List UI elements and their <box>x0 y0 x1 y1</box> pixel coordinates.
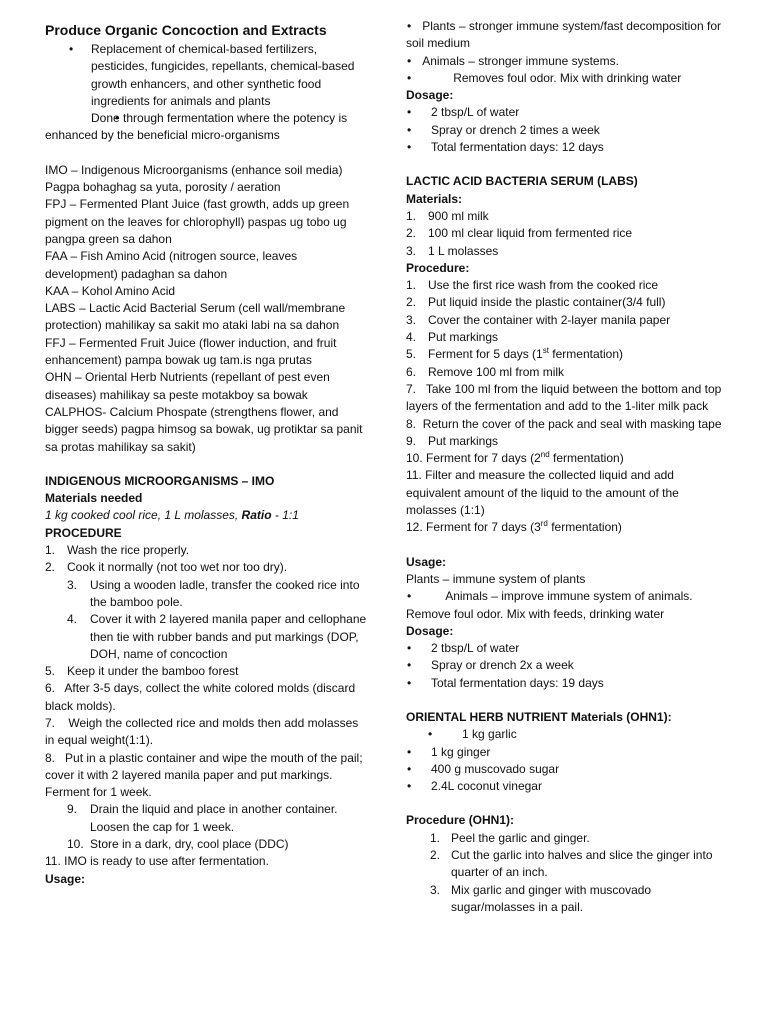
usage-bullet <box>406 18 726 53</box>
labs-procedure-heading: Procedure: <box>406 260 470 275</box>
step-number: 1. <box>45 543 56 558</box>
ohn-heading: ORIENTAL HERB NUTRIENT Materials (OHN1): <box>406 709 672 724</box>
usage2-plants: Plants – immune system of plants <box>406 571 586 586</box>
bullet-icon: • <box>407 19 412 33</box>
procedure-step <box>45 680 367 715</box>
step-number: 10. <box>67 837 84 852</box>
ordinal-suffix: rd <box>540 519 548 529</box>
procedure-step <box>45 611 367 663</box>
page-title: Produce Organic Concoction and Extracts <box>45 22 327 38</box>
step-text-end: fermentation) <box>548 347 623 362</box>
step-number: 1. <box>430 830 441 845</box>
glossary-item: FAA – Fish Amino Acid (nitrogen source, leaves development) padaghan sa dahon <box>45 249 298 281</box>
procedure-step <box>45 663 367 680</box>
labs-step <box>406 467 726 519</box>
usage2-animals-text: Animals – improve immune system of animals. Remove foul odor. Mix with feeds, drinking water <box>406 589 693 621</box>
labs-step <box>406 346 726 363</box>
item-text: 900 ml milk <box>428 208 489 223</box>
labs-step <box>406 416 726 433</box>
step-number: 9. <box>67 802 78 817</box>
step-text: Store in a dark, dry, cool place (DDC) <box>90 837 289 852</box>
step-number: 12. <box>406 520 423 535</box>
step-text: Weigh the collected rice and molds then add molasses in equal weight(1:1). <box>45 715 359 748</box>
left-column <box>45 20 367 888</box>
step-text: After 3-5 days, collect the white colored molds (discard black molds). <box>45 681 356 713</box>
step-number: 2. <box>45 560 56 575</box>
procedure-step <box>45 559 367 576</box>
materials-list: 1 kg cooked cool rice, 1 L molasses, <box>45 508 242 523</box>
usage-heading: Usage: <box>45 871 86 886</box>
step-text: Cover it with 2 layered manila paper and cellophane then tie with rubber bands and put markings (DOP, DOH, name of concoction <box>90 612 367 661</box>
right-column <box>406 18 726 916</box>
glossary-item: FFJ – Fermented Fruit Juice (flower induction, and fruit enhancement) pampa bowak ug tam.is nga prutas <box>45 335 337 368</box>
ordinal-suffix: nd <box>540 450 550 460</box>
step-number: 3. <box>430 882 441 897</box>
imo-heading: INDIGENOUS MICROORGANISMS – IMO <box>45 473 275 488</box>
step-text: Cook it normally (not too wet nor too dry). <box>67 560 288 575</box>
step-number: 6. <box>45 681 56 696</box>
labs-materials-heading: Materials: <box>406 191 463 206</box>
procedure-step <box>45 542 367 559</box>
step-number: 7. <box>406 381 417 396</box>
ohn-material: • 1 kg garlic <box>406 726 726 743</box>
step-text: Filter and measure the collected liquid and add equivalent amount of the liquid to the amount of the molasses (1:1) <box>406 468 679 518</box>
dosage2-item: • 2 tbsp/L of water <box>406 640 726 657</box>
usage-text: Animals – stronger immune systems. <box>422 53 619 68</box>
procedure-heading: PROCEDURE <box>45 525 122 540</box>
item-text: 100 ml clear liquid from fermented rice <box>428 226 633 241</box>
materials-text <box>45 507 367 524</box>
step-number: 5. <box>406 347 417 362</box>
procedure-step <box>45 715 367 750</box>
dosage-item: • 2 tbsp/L of water <box>406 104 726 121</box>
procedure-step <box>45 577 367 612</box>
step-number: 3. <box>406 312 417 327</box>
step-text: Wash the rice properly. <box>67 543 190 558</box>
step-text: Put markings <box>428 433 499 448</box>
step-number: 8. <box>406 416 417 431</box>
step-text: Mix garlic and ginger with muscovado sugar/molasses in a pail. <box>451 882 652 914</box>
step-text: Ferment for 7 days (2 <box>426 451 541 466</box>
step-number: 2. <box>406 295 417 310</box>
ohn-material: • 1 kg ginger <box>406 744 726 761</box>
step-number: 1. <box>406 278 417 293</box>
step-text: Cover the container with 2-layer manila paper <box>428 312 671 327</box>
ratio-value: - 1:1 <box>271 508 299 523</box>
labs-material <box>406 225 726 242</box>
usage-bullet <box>406 53 726 70</box>
labs-step <box>406 277 726 294</box>
glossary-item: IMO – Indigenous Microorganisms (enhance soil media) <box>45 162 343 177</box>
step-number: 7. <box>45 715 56 730</box>
bullet-icon: • <box>407 589 412 604</box>
ohn-material: • 2.4L coconut vinegar <box>406 778 726 795</box>
labs-material <box>406 208 726 225</box>
dosage-heading: Dosage: <box>406 88 454 103</box>
usage-text: Plants – stronger immune system/fast decomposition for soil medium <box>406 19 721 51</box>
procedure-step <box>45 836 367 853</box>
labs-step <box>406 364 726 381</box>
dosage2-item: • Spray or drench 2x a week <box>406 657 726 674</box>
glossary-item: FPJ – Fermented Plant Juice (fast growth, adds up green pigment on the leaves for chlorophyll) paspas ug tobo ug pangpa green sa dahon <box>45 197 350 246</box>
labs-step <box>406 450 726 467</box>
step-number: 10. <box>406 451 423 466</box>
labs-step <box>406 433 726 450</box>
step-text: Take 100 ml from the liquid between the bottom and top layers of the fermentation and add to the 1-liter milk pack <box>406 381 722 414</box>
step-number: 9. <box>406 433 417 448</box>
usage2-animals <box>406 588 726 623</box>
step-text: Cut the garlic into halves and slice the ginger into quarter of an inch. <box>451 848 713 880</box>
item-number: 3. <box>406 243 417 258</box>
labs-step <box>406 312 726 329</box>
step-number: 4. <box>406 330 417 345</box>
ordinal-suffix: st <box>542 346 549 356</box>
labs-step <box>406 519 726 536</box>
ohn-step <box>406 847 726 882</box>
step-text: Keep it under the bamboo forest <box>67 664 239 679</box>
step-text: Use the first rice wash from the cooked rice <box>428 278 659 293</box>
procedure-step <box>45 750 367 802</box>
labs-material <box>406 243 726 260</box>
glossary-item: CALPHOS- Calcium Phospate (strengthens flower, and bigger seeds) pagpa himsog sa bowak, ug protiktar sa panit sa protas mahilikay sa sakit) <box>45 404 363 454</box>
step-number: 4. <box>67 612 78 627</box>
glossary-item: KAA – Kohol Amino Acid <box>45 283 176 298</box>
usage-bullet <box>406 70 726 87</box>
labs-heading: LACTIC ACID BACTERIA SERUM (LABS) <box>406 174 638 189</box>
step-text: Return the cover of the pack and seal with masking tape <box>422 416 722 431</box>
step-text: Peel the garlic and ginger. <box>451 830 590 845</box>
bullet-icon: • <box>407 70 412 85</box>
dosage2-heading: Dosage: <box>406 623 454 638</box>
usage-text: Removes foul odor. Mix with drinking water <box>453 70 682 85</box>
step-number: 11. <box>406 468 422 483</box>
glossary-item: OHN – Oriental Herb Nutrients (repellant of pest even diseases) mahilikay sa peste motakboy sa bowak <box>45 370 330 402</box>
labs-step <box>406 381 726 416</box>
procedure-step <box>45 853 367 870</box>
step-text: IMO is ready to use after fermentation. <box>64 854 269 869</box>
step-number: 6. <box>406 364 417 379</box>
ohn-material: • 400 g muscovado sugar <box>406 761 726 778</box>
dosage-item: • Total fermentation days: 12 days <box>406 139 726 156</box>
step-text: Using a wooden ladle, transfer the cooked rice into the bamboo pole. <box>90 577 360 609</box>
step-text: Put in a plastic container and wipe the mouth of the pail; cover it with 2 layered manila paper and put markings. Ferment for 1 week. <box>45 750 363 800</box>
step-text: Drain the liquid and place in another container. Loosen the cap for 1 week. <box>90 802 338 834</box>
ohn-procedure-heading: Procedure (OHN1): <box>406 813 515 828</box>
item-text: 1 L molasses <box>428 243 499 258</box>
labs-step <box>406 294 726 311</box>
usage2-heading: Usage: <box>406 554 447 569</box>
step-text: Remove 100 ml from milk <box>428 364 565 379</box>
step-number: 11. <box>45 854 61 869</box>
item-number: 1. <box>406 208 417 223</box>
procedure-step <box>45 801 367 836</box>
step-text-end: fermentation) <box>547 520 622 535</box>
step-text: Ferment for 7 days (3 <box>426 520 541 535</box>
step-text: Ferment for 5 days (1 <box>428 347 543 362</box>
ratio-label: Ratio <box>241 508 272 523</box>
step-number: 2. <box>430 848 441 863</box>
materials-heading: Materials needed <box>45 491 143 506</box>
step-text: Put liquid inside the plastic container(3/4 full) <box>428 295 666 310</box>
intro-bullet: • Done through fermentation where the potency is enhanced by the beneficial micro-organisms <box>45 110 367 145</box>
glossary-item: Pagpa bohaghag sa yuta, porosity / aeration <box>45 180 281 195</box>
bullet-icon: • <box>407 53 412 68</box>
step-number: 3. <box>67 577 78 592</box>
dosage-item: • Spray or drench 2 times a week <box>406 122 726 139</box>
step-number: 8. <box>45 750 56 765</box>
labs-step <box>406 329 726 346</box>
step-text-end: fermentation) <box>549 451 624 466</box>
step-text: Put markings <box>428 330 499 345</box>
item-number: 2. <box>406 226 417 241</box>
ohn-step <box>406 882 726 917</box>
dosage2-item: • Total fermentation days: 19 days <box>406 675 726 692</box>
ohn-step <box>406 830 726 847</box>
step-number: 5. <box>45 664 56 679</box>
glossary-item: LABS – Lactic Acid Bacterial Serum (cell wall/membrane protection) mahilikay sa sakit mo ataki labi na sa dahon <box>45 301 346 333</box>
intro-bullet: • Replacement of chemical-based fertilizers, pesticides, fungicides, repellants, chemical-based growth enhancers, and other synthetic food ingredients for animals and plants <box>45 41 367 110</box>
